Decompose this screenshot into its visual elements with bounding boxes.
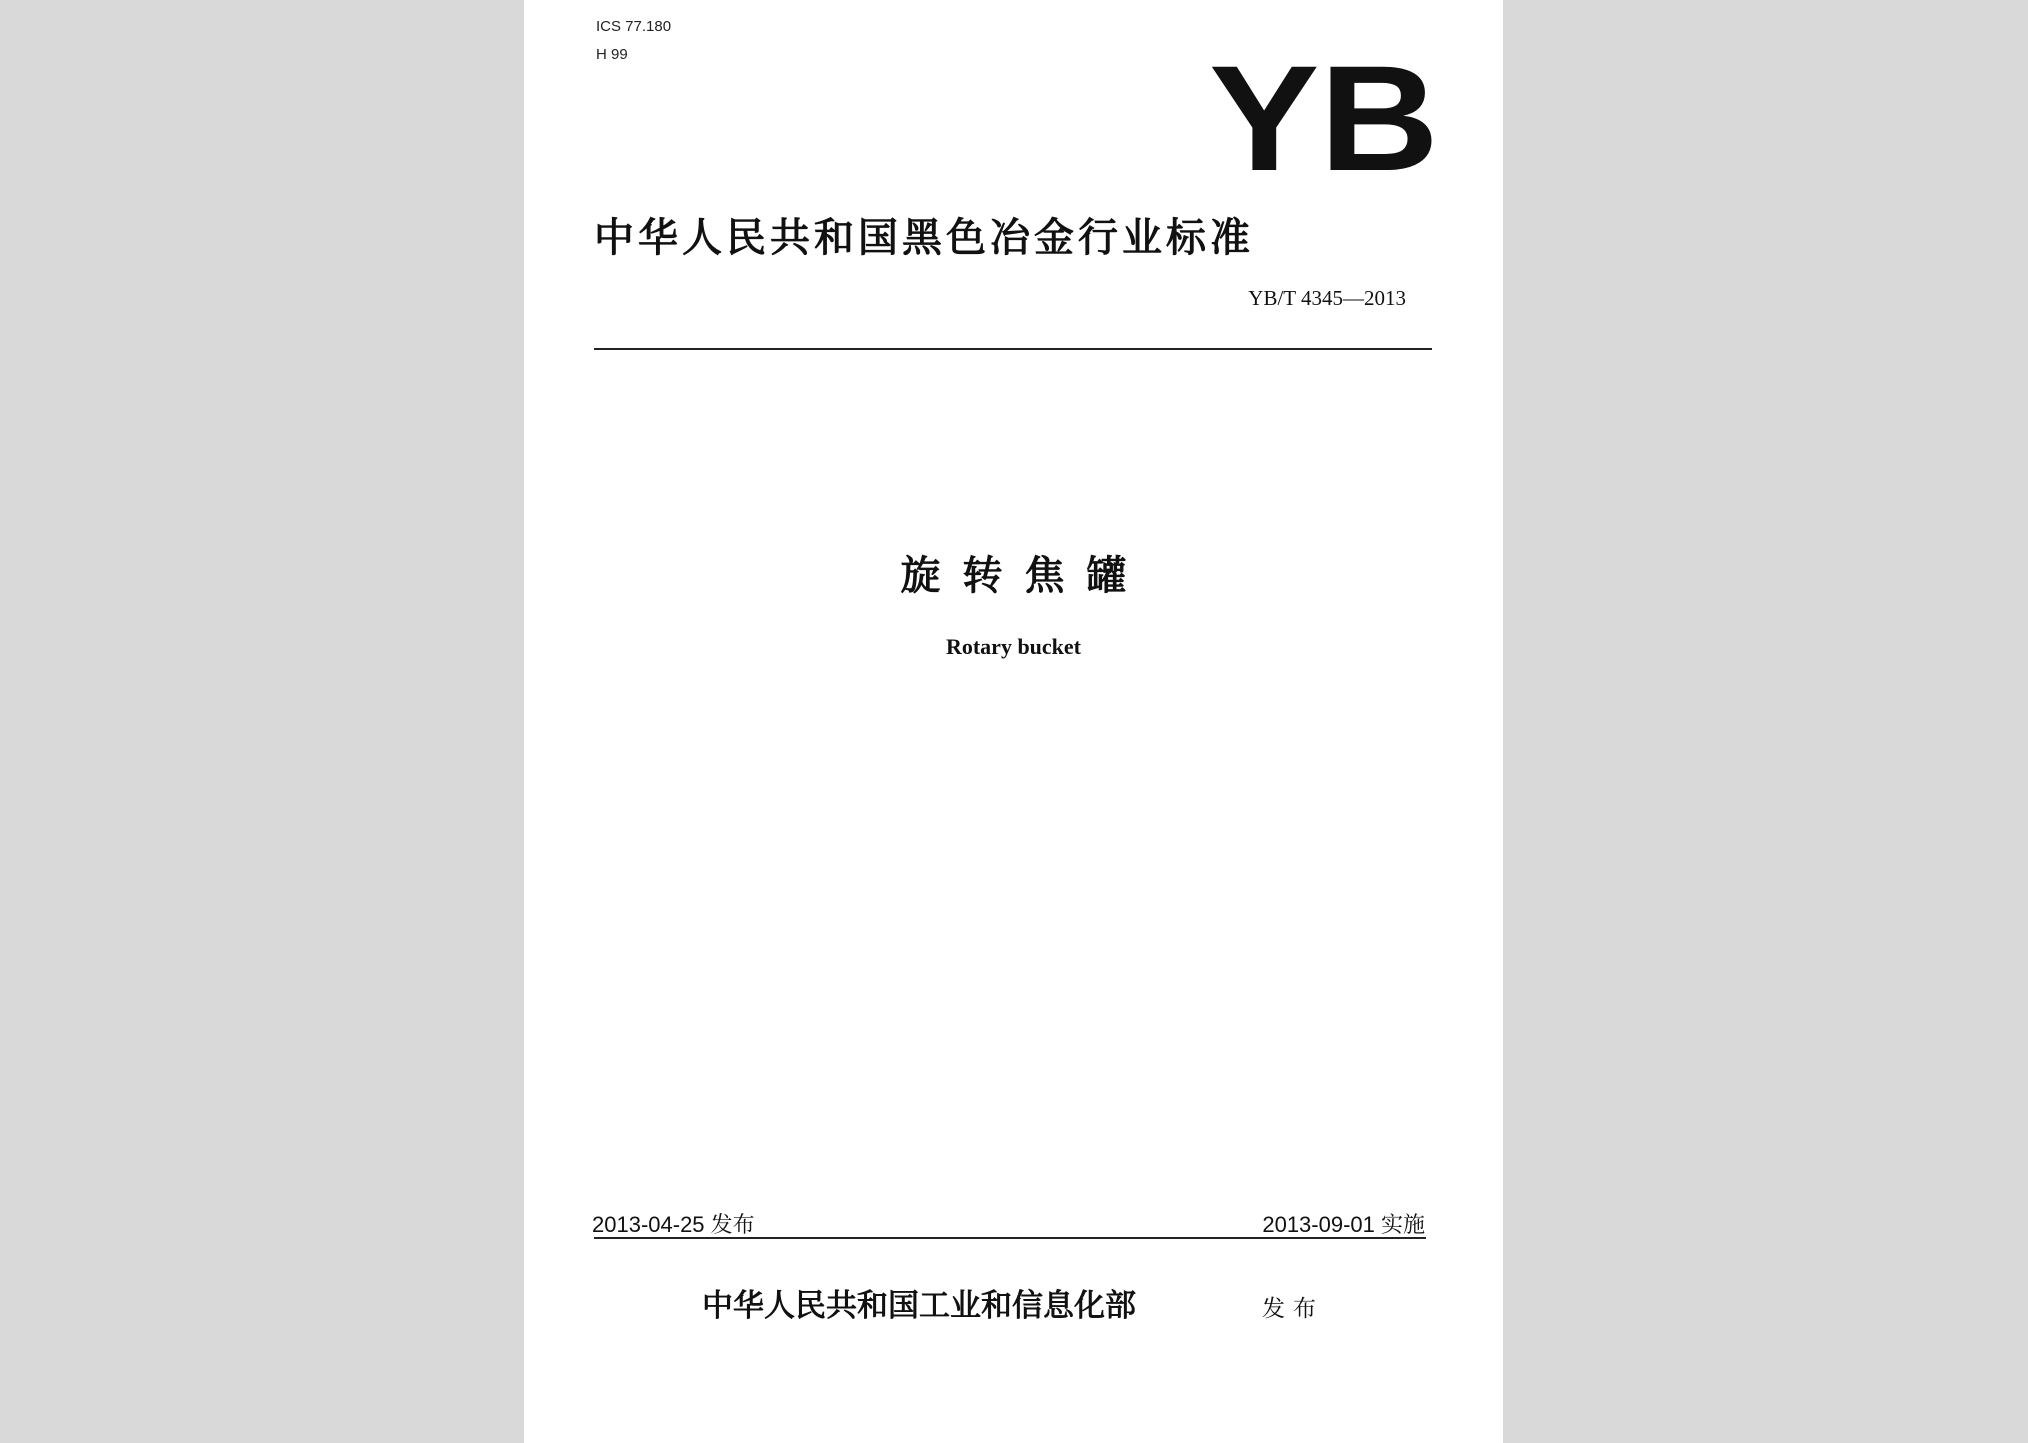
standard-cover-page	[524, 0, 1503, 1443]
classification-code: H 99	[596, 46, 628, 63]
issue-label: 发布	[1262, 1296, 1324, 1322]
issuing-authority: 中华人民共和国工业和信息化部	[702, 1288, 1136, 1324]
yb-logo	[1204, 52, 1444, 188]
header-divider	[594, 348, 1432, 350]
ics-code: ICS 77.180	[596, 18, 672, 35]
document-title-english: Rotary bucket	[945, 634, 1082, 659]
footer-divider	[594, 1237, 1426, 1239]
standard-number: YB/T 4345—2013	[1248, 286, 1406, 310]
document-title-chinese: 旋转焦罐	[900, 553, 1149, 599]
issue-date: 2013-04-25 发布	[592, 1212, 755, 1237]
organization-title: 中华人民共和国黑色冶金行业标准	[594, 215, 1254, 261]
implementation-date: 2013-09-01 实施	[1262, 1212, 1425, 1237]
yb-logo-text: YB	[1209, 52, 1439, 188]
